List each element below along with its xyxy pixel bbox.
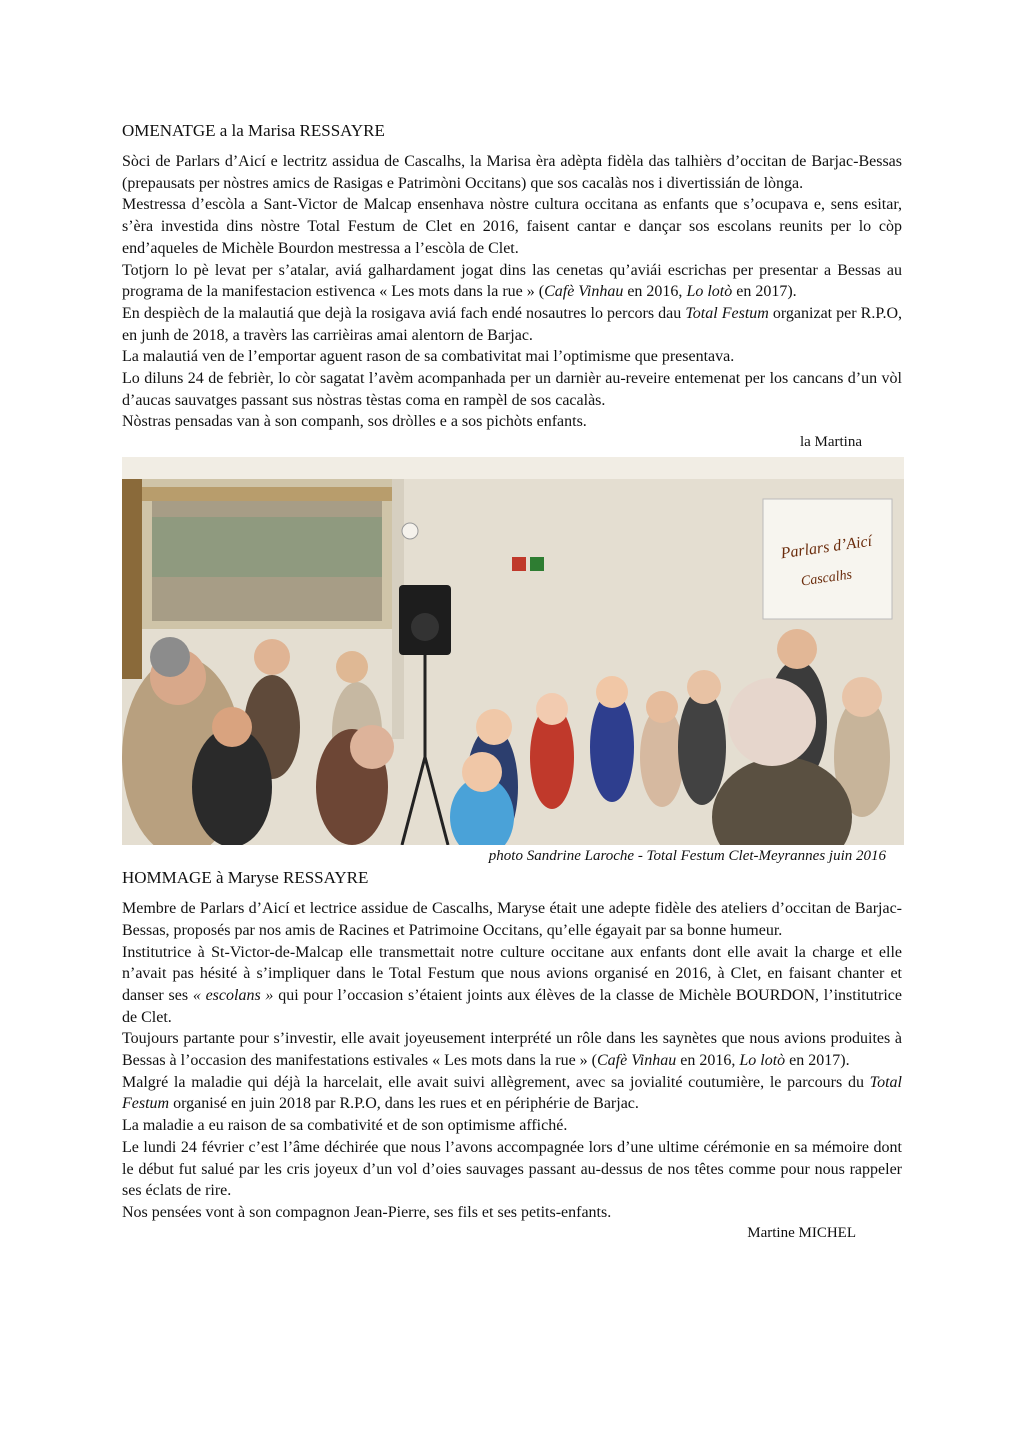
occitan-signature: la Martina xyxy=(799,434,862,451)
text-run: Malgré la maladie qui déjà la harcelait, elle avait suivi allègrement, avec sa jovialité coutumière, le parcours du xyxy=(122,1073,870,1091)
text-run: en 2017). xyxy=(732,283,797,301)
text-run: Institutrice à St-Victor-de-Malcap elle transmettait notre culture occitane aux enfants dont elle avait la charge et elle n’avait pas hésité à s’impliquer dans le Total Festum que nous avions organisé en 2016, à Clet, en faisant chanter et danser ses xyxy=(122,943,902,1004)
photo-caption: photo Sandrine Laroche - Total Festum Clet-Meyrannes juin 2016 xyxy=(488,848,886,865)
group-photo xyxy=(122,457,904,845)
french-paragraph-7: Nos pensées vont à son compagnon Jean-Pierre, ses fils et ses petits-enfants. xyxy=(122,1203,612,1221)
french-signature: Martine MICHEL xyxy=(747,1224,856,1241)
occitan-paragraph-4 xyxy=(122,303,902,346)
document-page xyxy=(122,120,902,1242)
occitan-title: OMENATGE a la Marisa RESSAYRE xyxy=(122,121,385,140)
french-paragraph-3 xyxy=(122,1028,902,1071)
photo-illustration xyxy=(122,457,904,845)
occitan-paragraph-6: Lo diluns 24 de febrièr, lo còr sagatat l’avèm acompanhada per un darnièr au-reveire entemenat per los cancans d’un vòl d’aucas sauvatges passant sus nòstras tèstas coma en rampèl de sos cacalàs. xyxy=(122,370,902,409)
italic-title: Lo lotò xyxy=(686,283,733,301)
occitan-paragraph-5: La malautiá ven de l’emportar aguent rason de sa combativitat mai l’optimisme que presentava. xyxy=(122,348,735,366)
text-run: Totjorn lo pè levat per s’atalar, aviá galhardament jogat dins las cenetas qu’aviái escrichas per presentar a Bessas au programa de la manifestacion estivenca « Les mots dans la rue » ( xyxy=(122,261,902,301)
text-run: en 2017). xyxy=(785,1052,850,1070)
italic-title: Lo lotò xyxy=(739,1052,786,1070)
text-run: en 2016, xyxy=(623,283,687,301)
occitan-paragraph-1: Sòci de Parlars d’Aicí e lectritz assidua de Cascalhs, la Marisa èra adèpta fidèla das talhièrs d’occitan de Barjac-Bessas (prepausats per nòstres amics de Rasigas e Patrimòni Occitans) que sos cacalàs nos i divertissián de lònga. xyxy=(122,153,902,192)
text-run: en 2016, xyxy=(676,1052,740,1070)
french-paragraph-5: La maladie a eu raison de sa combativité et de son optimisme affiché. xyxy=(122,1117,568,1135)
french-paragraph-2 xyxy=(122,942,902,1029)
occitan-paragraph-2: Mestressa d’escòla a Sant-Victor de Malcap ensenhava nòstre cultura occitana as enfants que s’ocupava e, sens esitar, s’èra investida dins nòstre Total Festum de Clet en 2016, faisent cantar e dançar sos escolans reunits per lo còp end’aqueles de Michèle Bourdon mestressa a l’escòla de Clet. xyxy=(122,196,902,257)
text-run: organizat per R.P.O, en junh de 2018, a travèrs las carrièiras amai alentorn de Barjac. xyxy=(122,304,903,344)
text-run: qui pour l’occasion s’étaient joints aux élèves de la classe de Michèle BOURDON, l’institutrice de Clet. xyxy=(122,986,903,1026)
italic-title: Cafè Vinhau xyxy=(544,283,624,301)
banner-text-2: Cascalhs xyxy=(800,567,853,590)
french-paragraph-4 xyxy=(122,1072,902,1115)
banner-text-1: Parlars d’Aicí xyxy=(779,532,874,563)
italic-title: Cafè Vinhau xyxy=(597,1052,677,1070)
text-run: En despièch de la malautiá que dejà la rosigava aviá fach endé nosautres lo percors dau xyxy=(122,304,686,322)
text-run: organisé en juin 2018 par R.P.O, dans les rues et en périphérie de Barjac. xyxy=(169,1095,639,1113)
text-run: Toujours partante pour s’investir, elle avait joyeusement interprété un rôle dans les saynètes que nous avions produites à Bessas à l’occasion des manifestations estivales « Les mots dans la rue » ( xyxy=(122,1030,902,1070)
italic-title: Total Festum xyxy=(122,1073,902,1113)
occitan-paragraph-7: Nòstras pensadas van à son companh, sos dròlles e a sos pichòts enfants. xyxy=(122,413,587,431)
french-title: HOMMAGE à Maryse RESSAYRE xyxy=(122,868,369,888)
french-paragraph-1: Membre de Parlars d’Aicí et lectrice assidue de Cascalhs, Maryse était une adepte fidèle des ateliers d’occitan de Barjac-Bessas, proposés par nos amis de Racines et Patrimoine Occitans, qu’elle égayait par sa bonne humeur. xyxy=(122,900,902,939)
occitan-paragraph-3 xyxy=(122,260,902,303)
italic-word: « escolans » xyxy=(192,986,274,1004)
italic-title: Total Festum xyxy=(685,304,769,322)
french-paragraph-6: Le lundi 24 février c’est l’âme déchirée que nous l’avons accompagnée lors d’une ultime cérémonie en sa mémoire dont le début fut salué par les cris joyeux d’un vol d’oies sauvages passant au-dessus de nos têtes comme pour nous rappeler ses éclats de rire. xyxy=(122,1138,902,1200)
